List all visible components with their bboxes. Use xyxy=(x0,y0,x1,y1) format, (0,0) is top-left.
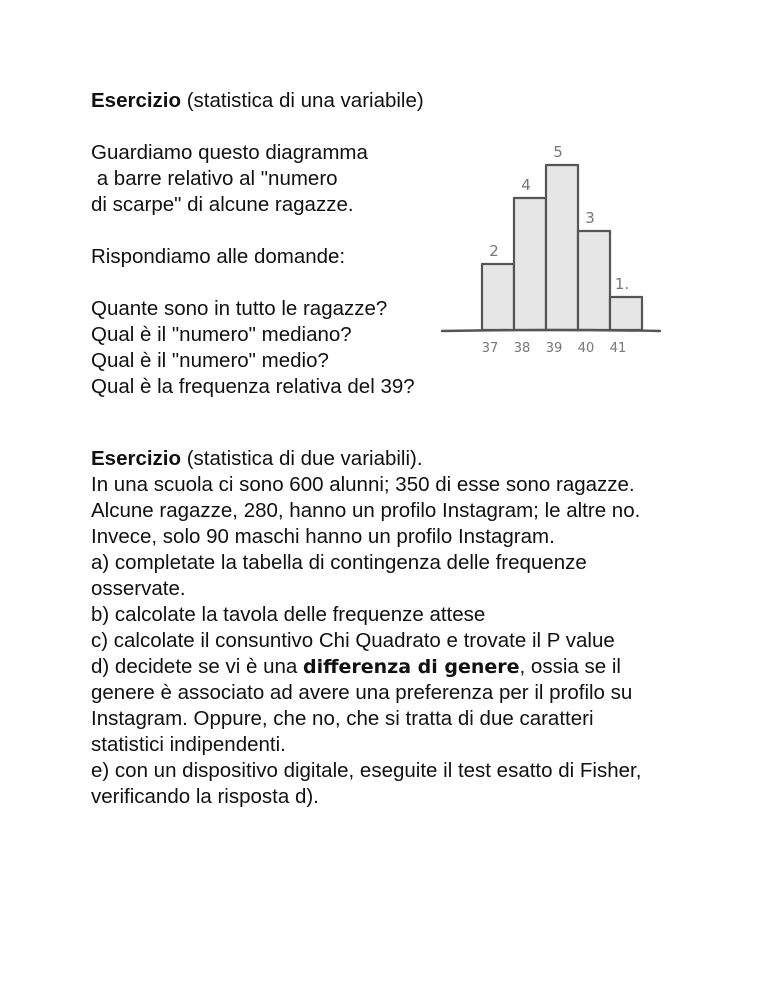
bar-37 xyxy=(482,264,514,330)
data-label-37: 2 xyxy=(489,242,499,260)
d-bold-phrase: differenza di genere xyxy=(302,656,520,678)
x-tick-label-41: 41 xyxy=(609,341,627,356)
bar-40 xyxy=(578,231,610,330)
d-suffix: , ossia se il xyxy=(519,655,621,678)
intro-line: di scarpe" di alcune ragazze. xyxy=(91,193,354,216)
text-line: verificando la risposta d). xyxy=(91,785,319,808)
text-line: b) calcolate la tavola delle frequenze attese xyxy=(91,603,486,626)
bar-38 xyxy=(514,198,546,330)
data-label-41: 1. xyxy=(614,275,630,293)
text-line: Instagram. Oppure, che no, che si tratta di due caratteri xyxy=(91,707,594,730)
question-line: Quante sono in tutto le ragazze? xyxy=(91,297,388,320)
x-axis-line xyxy=(442,330,660,331)
text-line: Invece, solo 90 maschi hanno un profilo Instagram. xyxy=(91,525,555,548)
exercise-2-title-bold: Esercizio xyxy=(91,447,182,470)
text-line: c) calcolate il consuntivo Chi Quadrato e trovate il P value xyxy=(91,629,615,652)
data-label-39: 5 xyxy=(553,143,563,161)
x-tick-label-38: 38 xyxy=(513,341,531,356)
questions-prompt: Rispondiamo alle domande: xyxy=(91,245,346,268)
text-line: a) completate la tabella di contingenza delle frequenze xyxy=(91,551,587,574)
text-line: osservate. xyxy=(91,577,186,600)
exercise-2-title-rest: (statistica di due variabili). xyxy=(181,447,423,470)
text-line: Alcune ragazze, 280, hanno un profilo Instagram; le altre no. xyxy=(91,499,641,522)
bar-chart-svg xyxy=(436,143,666,370)
bar-39 xyxy=(546,165,578,330)
data-label-38: 4 xyxy=(521,176,531,194)
exercise-1-title xyxy=(91,88,471,114)
text-line: statistici indipendenti. xyxy=(91,733,286,756)
d-prefix: d) decidete se vi è una xyxy=(91,655,303,678)
x-tick-label-40: 40 xyxy=(577,341,595,356)
data-label-40: 3 xyxy=(585,209,595,227)
exercise-2-title xyxy=(91,446,691,472)
exercise-1-title-rest: (statistica di una variabile) xyxy=(181,89,424,112)
intro-line: a barre relativo al "numero xyxy=(91,167,338,190)
text-line: genere è associato ad avere una preferenza per il profilo su xyxy=(91,681,633,704)
question-line: Qual è la frequenza relativa del 39? xyxy=(91,375,415,398)
shoe-size-bar-chart xyxy=(436,143,666,370)
text-line: In una scuola ci sono 600 alunni; 350 di esse sono ragazze. xyxy=(91,473,635,496)
x-tick-label-39: 39 xyxy=(545,341,563,356)
exercise-1 xyxy=(91,88,471,400)
exercise-1-title-bold: Esercizio xyxy=(91,89,182,112)
intro-line: Guardiamo questo diagramma xyxy=(91,141,368,164)
exercise-2 xyxy=(91,446,691,810)
question-line: Qual è il "numero" mediano? xyxy=(91,323,352,346)
text-line: e) con un dispositivo digitale, eseguite il test esatto di Fisher, xyxy=(91,759,642,782)
x-tick-label-37: 37 xyxy=(481,341,499,356)
bar-41 xyxy=(610,297,642,330)
question-line: Qual è il "numero" medio? xyxy=(91,349,329,372)
text-line-d xyxy=(91,654,691,680)
